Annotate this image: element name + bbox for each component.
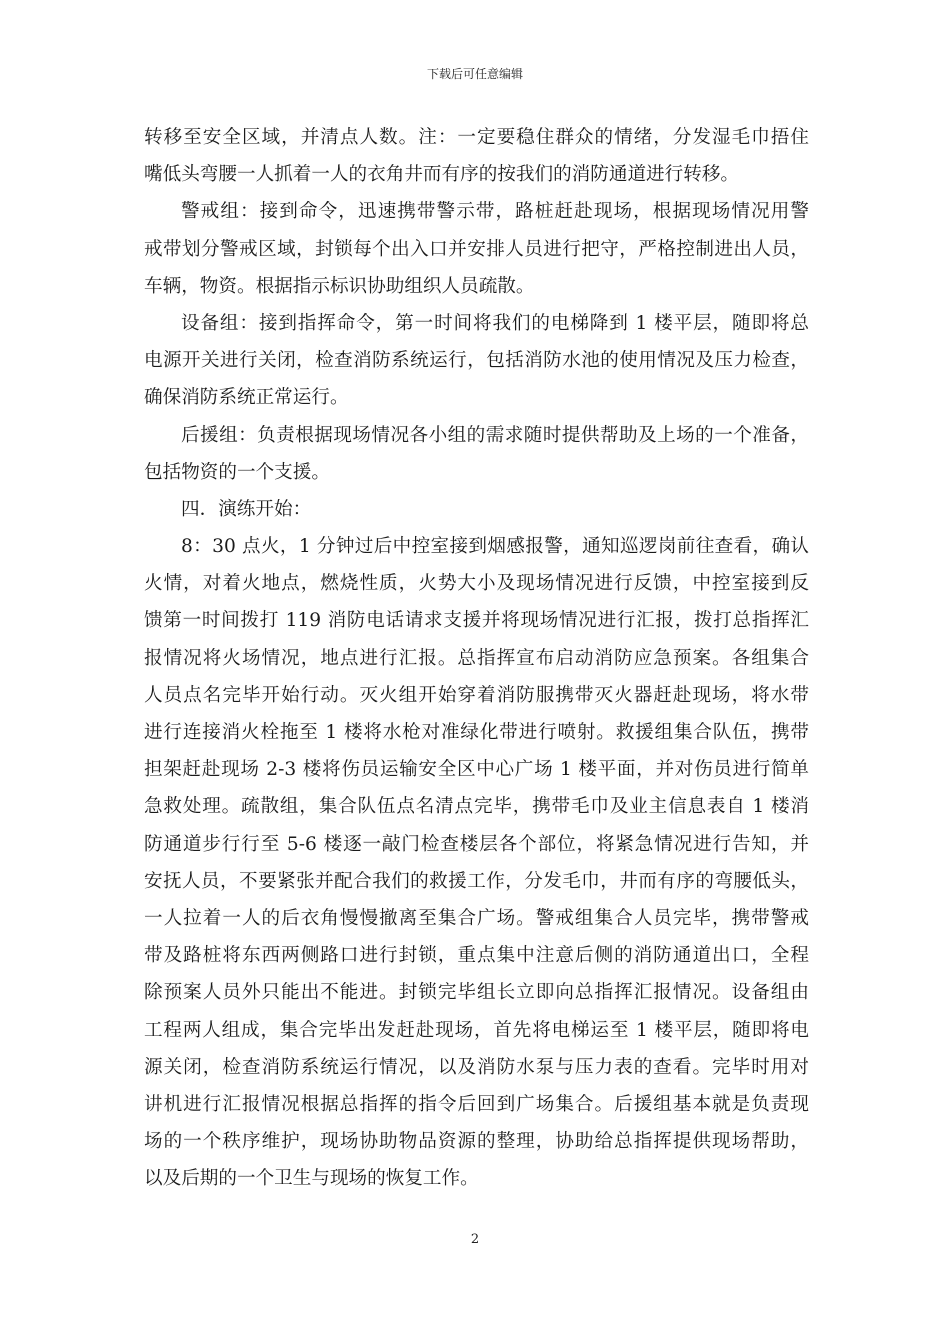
text-line: 馈第一时间拨打 119 消防电话请求支援并将现场情况进行汇报，拨打总指挥汇 <box>144 610 809 632</box>
text-line: 嘴低头弯腰一人抓着一人的衣角井而有序的按我们的消防通道进行转移。 <box>144 164 740 186</box>
text-line: 8：30 点火，1 分钟过后中控室接到烟感报警，通知巡逻岗前往查看，确认 <box>181 536 809 558</box>
text-line: 担架赶赴现场 2-3 楼将伤员运输安全区中心广场 1 楼平面，并对伤员进行简单 <box>144 759 809 781</box>
text-line: 电源开关进行关闭，检查消防系统运行，包括消防水池的使用情况及压力检查， <box>144 350 809 372</box>
text-line: 报情况将火场情况，地点进行汇报。总指挥宣布启动消防应急预案。各组集合 <box>144 647 809 669</box>
text-line: 戒带划分警戒区域，封锁每个出入口并安排人员进行把守，严格控制进出人员， <box>144 238 809 260</box>
text-line: 急救处理。疏散组，集合队伍点名清点完毕，携带毛巾及业主信息表自 1 楼消 <box>144 796 809 818</box>
text-line: 四．演练开始： <box>181 498 312 520</box>
document-body <box>144 119 809 1197</box>
text-line: 包括物资的一个支援。 <box>144 461 330 483</box>
paragraph <box>144 417 809 491</box>
text-line: 工程两人组成，集合完毕出发赶赴现场，首先将电梯运至 1 楼平层，随即将电 <box>144 1019 809 1041</box>
text-line: 以及后期的一个卫生与现场的恢复工作。 <box>144 1168 479 1190</box>
paragraph <box>144 193 809 305</box>
page-number: 2 <box>470 1232 480 1247</box>
page-header: 下载后可任意编辑 <box>426 67 523 81</box>
text-line: 安抚人员，不要紧张并配合我们的救援工作，分发毛巾，井而有序的弯腰低头， <box>144 870 809 892</box>
text-line: 进行连接消火栓拖至 1 楼将水枪对准绿化带进行喷射。救援组集合队伍，携带 <box>144 722 809 743</box>
text-line: 警戒组：接到命令，迅速携带警示带，路桩赶赴现场，根据现场情况用警 <box>181 201 809 223</box>
text-line: 源关闭，检查消防系统运行情况，以及消防水泵与压力表的查看。完毕时用对 <box>144 1056 809 1078</box>
paragraph <box>144 528 809 1197</box>
text-line: 火情，对着火地点，燃烧性质，火势大小及现场情况进行反馈，中控室接到反 <box>144 573 809 595</box>
text-line: 一人拉着一人的后衣角慢慢撤离至集合广场。警戒组集合人员完毕，携带警戒 <box>144 907 809 929</box>
text-line: 车辆，物资。根据指示标识协助组织人员疏散。 <box>144 275 535 297</box>
text-line: 人员点名完毕开始行动。灭火组开始穿着消防服携带灭火器赶赴现场，将水带 <box>144 684 809 706</box>
paragraph <box>144 119 809 193</box>
text-line: 场的一个秩序维护，现场协助物品资源的整理，协助给总指挥提供现场帮助， <box>144 1131 809 1153</box>
text-line: 带及路桩将东西两侧路口进行封锁，重点集中注意后侧的消防通道出口，全程 <box>144 945 809 967</box>
text-line: 确保消防系统正常运行。 <box>144 387 349 409</box>
text-line: 设备组：接到指挥命令，第一时间将我们的电梯降到 1 楼平层，随即将总 <box>181 312 809 334</box>
text-line: 转移至安全区域，并清点人数。注：一定要稳住群众的情绪，分发湿毛巾捂住 <box>144 127 809 148</box>
paragraph <box>144 305 809 417</box>
text-line: 防通道步行行至 5-6 楼逐一敲门检查楼层各个部位，将紧急情况进行告知，并 <box>144 833 809 855</box>
section-heading <box>144 491 809 528</box>
text-line: 除预案人员外只能出不能进。封锁完毕组长立即向总指挥汇报情况。设备组由 <box>144 982 809 1004</box>
text-line: 讲机进行汇报情况根据总指挥的指令后回到广场集合。后援组基本就是负责现 <box>144 1093 809 1115</box>
text-line: 后援组：负责根据现场情况各小组的需求随时提供帮助及上场的一个准备， <box>181 424 809 446</box>
